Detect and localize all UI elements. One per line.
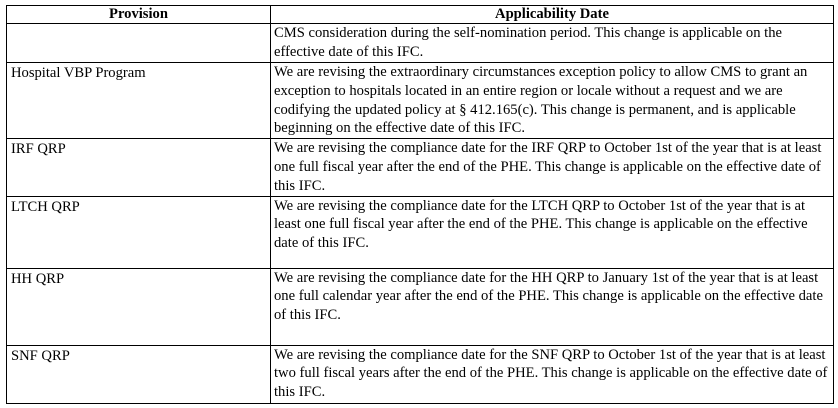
provision-cell: HH QRP (7, 268, 271, 345)
provisions-table (6, 5, 834, 404)
table-row (7, 345, 834, 403)
provision-cell: SNF QRP (7, 345, 271, 403)
provision-cell: IRF QRP (7, 139, 271, 196)
applicability-cell: We are revising the compliance date for the SNF QRP to October 1st of the year that is at least two full fiscal years after the end of the PHE. This change is applicable on the effective date of this IFC. (271, 345, 834, 403)
table-row (7, 268, 834, 345)
table-row (7, 63, 834, 139)
document-page (6, 5, 834, 404)
applicability-cell: We are revising the compliance date for the IRF QRP to October 1st of the year that is at least one full fiscal year after the end of the PHE. This change is applicable on the effective date of this IFC. (271, 139, 834, 196)
provision-cell (7, 24, 271, 63)
provision-cell: Hospital VBP Program (7, 63, 271, 139)
provision-cell: LTCH QRP (7, 196, 271, 268)
table-header-row (7, 6, 834, 24)
applicability-date-column-header: Applicability Date (271, 6, 834, 24)
table-row (7, 196, 834, 268)
table-row (7, 139, 834, 196)
provision-column-header: Provision (7, 6, 271, 24)
table-row (7, 24, 834, 63)
applicability-cell: CMS consideration during the self-nomination period. This change is applicable on the effective date of this IFC. (271, 24, 834, 63)
applicability-cell: We are revising the compliance date for the HH QRP to January 1st of the year that is at least one full calendar year after the end of the PHE. This change is applicable on the effective date of this IFC. (271, 268, 834, 345)
applicability-cell: We are revising the extraordinary circumstances exception policy to allow CMS to grant an exception to hospitals located in an entire region or locale without a request and we are codifying the updated policy at § 412.165(c). This change is permanent, and is applicable beginning on the effective date of this IFC. (271, 63, 834, 139)
applicability-cell: We are revising the compliance date for the LTCH QRP to October 1st of the year that is at least one full fiscal year after the end of the PHE. This change is applicable on the effective date of this IFC. (271, 196, 834, 268)
